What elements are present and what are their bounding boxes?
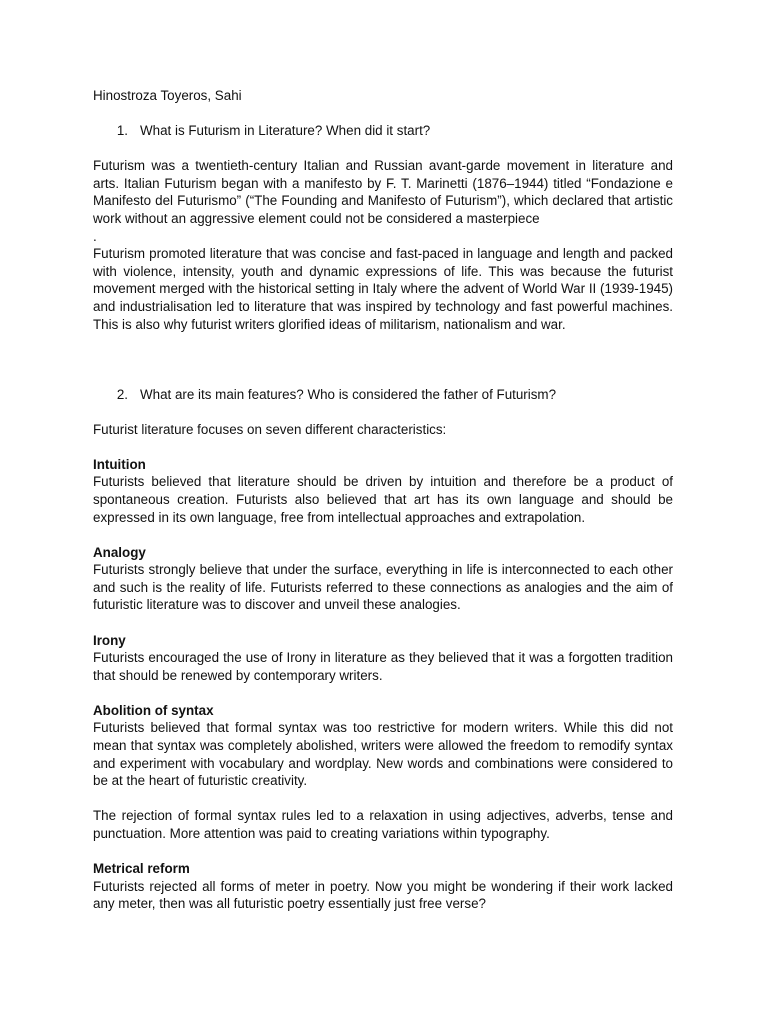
heading-intuition: Intuition [93, 456, 146, 472]
question-1 [93, 122, 673, 140]
characteristics-intro: Futurist literature focuses on seven different characteristics: [93, 421, 447, 437]
body-intuition: Futurists believed that literature should be driven by intuition and therefore be a product of spontaneous creation. Futurists also believed that art has its own language and should be expressed in its own language, free from intellectual approaches and extrapolation. [93, 474, 673, 525]
document-page [93, 87, 673, 930]
question-2 [93, 386, 673, 404]
question-1-text: What is Futurism in Literature? When did it start? [140, 123, 431, 139]
heading-irony: Irony [93, 632, 126, 648]
body-abolition-of-syntax: Futurists believed that formal syntax was too restrictive for modern writers. While this did not mean that syntax was completely abolished, writers were allowed the freedom to remodify syntax and experiment with vocabulary and wordplay. New words and combinations were considered to be at the heart of futuristic creativity. [93, 720, 673, 789]
heading-analogy: Analogy [93, 544, 146, 560]
author-name: Hinostroza Toyeros, Sahi [93, 88, 242, 103]
paragraph-futurism-promoted: Futurism promoted literature that was concise and fast-paced in language and length and packed with violence, intensity, youth and dynamic expressions of life. This was because the futurist movement merged with the historical setting in Italy where the advent of World War II (1939-1945) and industrialisation led to literature that was inspired by technology and fast powerful machines. This is also why futurist writers glorified ideas of militarism, nationalism and war. [93, 246, 673, 332]
question-1-number: 1. [116, 123, 128, 139]
body-analogy: Futurists strongly believe that under the surface, everything in life is interconnected to each other and such is the reality of life. Futurists referred to these connections as analogies and the aim of futuristic literature was to discover and unveil these analogies. [93, 562, 673, 613]
body-metrical-reform: Futurists rejected all forms of meter in poetry. Now you might be wondering if their work lacked any meter, then was all futuristic poetry essentially just free verse? [93, 878, 673, 912]
heading-metrical-reform: Metrical reform [93, 861, 190, 876]
heading-abolition-of-syntax: Abolition of syntax [93, 702, 214, 718]
paragraph-futurism-definition: Futurism was a twentieth-century Italian and Russian avant-garde movement in literature and arts. Italian Futurism began with a manifesto by F. T. Marinetti (1876–1944) titled “Fondazione e Manifesto del Futurismo” (“The Founding and Manifesto of Futurism”), which declared that artistic work without an aggressive element could not be considered a masterpiece [93, 158, 673, 226]
question-2-number: 2. [116, 386, 128, 402]
stray-period: . [93, 228, 97, 244]
body-irony: Futurists encouraged the use of Irony in literature as they believed that it was a forgotten tradition that should be renewed by contemporary writers. [93, 650, 673, 683]
body-abolition-of-syntax-2: The rejection of formal syntax rules led to a relaxation in using adjectives, adverbs, tense and punctuation. More attention was paid to creating variations within typography. [93, 808, 673, 841]
question-2-text: What are its main features? Who is considered the father of Futurism? [140, 386, 557, 402]
